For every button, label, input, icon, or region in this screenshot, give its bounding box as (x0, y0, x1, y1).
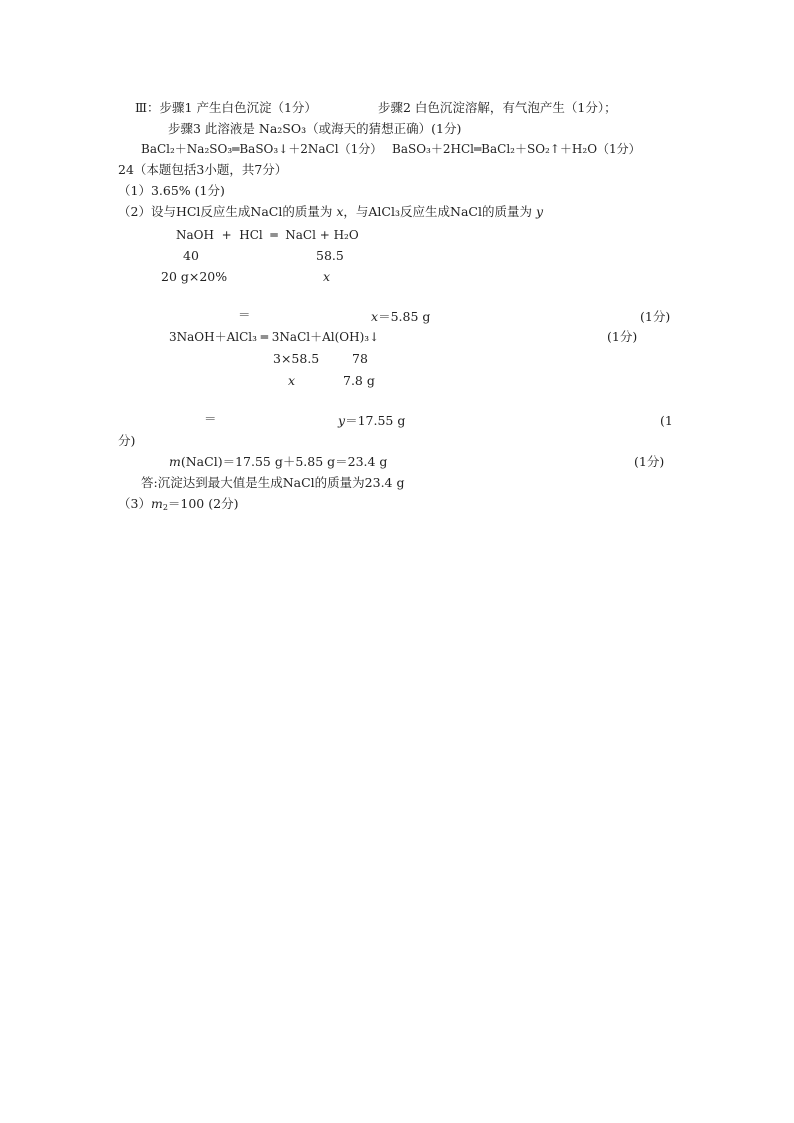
step1-text: Ⅲ：步骤1 产生白色沉淀（1分） (135, 100, 317, 115)
step2-text: 步骤2 白色沉淀溶解，有气泡产生（1分）； (378, 100, 617, 115)
reaction2-result: y＝17.55 g (338, 413, 406, 428)
reaction2-unknown: x (288, 373, 296, 388)
q24-part2-intro: （2）设与HCl反应生成NaCl的质量为 x，与AlCl₃反应生成NaCl的质量为 y (118, 204, 543, 219)
reaction2-given: 7.8 g (343, 373, 375, 388)
reaction1-score: (1分) (640, 309, 671, 324)
q24-part3: $(3)m_2=100$ (2分) (118, 496, 239, 512)
reaction2-score-wrap: 分) (118, 433, 136, 448)
reaction2-score: (1 (660, 413, 673, 428)
reaction2-eq-sign: ＝ (204, 411, 217, 426)
q24-part1: （1）3.65% (1分) (118, 183, 225, 198)
q24-header: 24（本题包括3小题，共7分） (118, 162, 288, 177)
total-score: (1分) (634, 454, 665, 469)
equation-bacl2: BaCl₂＋Na₂SO₃═BaSO₃↓＋2NaCl（1分） (141, 142, 383, 156)
reaction1-mass-nacl: 58.5 (316, 248, 344, 263)
reaction1-given: 20 g×20% (161, 269, 228, 284)
final-answer: 答:沉淀达到最大值是生成NaCl的质量为23.4 g (141, 475, 405, 490)
reaction1-eq-sign: ＝ (238, 307, 251, 322)
equation-baso3: BaSO₃＋2HCl═BaCl₂＋SO₂↑＋H₂O（1分） (392, 142, 641, 156)
reaction2-mass-nacl: 3×58.5 (273, 351, 320, 366)
reaction1-unknown: x (323, 269, 331, 284)
reaction2-equation: 3NaOH＋AlCl₃ ═ 3NaCl＋Al(OH)₃↓ (169, 330, 380, 344)
total-nacl: m(NaCl)＝17.55 g＋5.85 g＝23.4 g (169, 454, 388, 469)
reaction1-result: x＝5.85 g (371, 309, 431, 324)
step3-text: 步骤3 此溶液是 Na₂SO₃（或海天的猜想正确）(1分) (168, 121, 462, 136)
reaction2-equation-score: (1分) (607, 329, 638, 344)
reaction2-mass-aloh: 78 (352, 351, 368, 366)
reaction1-equation: NaOH + HCl ═ NaCl + H₂O (176, 228, 359, 242)
reaction1-mass-naoh: 40 (183, 248, 199, 263)
